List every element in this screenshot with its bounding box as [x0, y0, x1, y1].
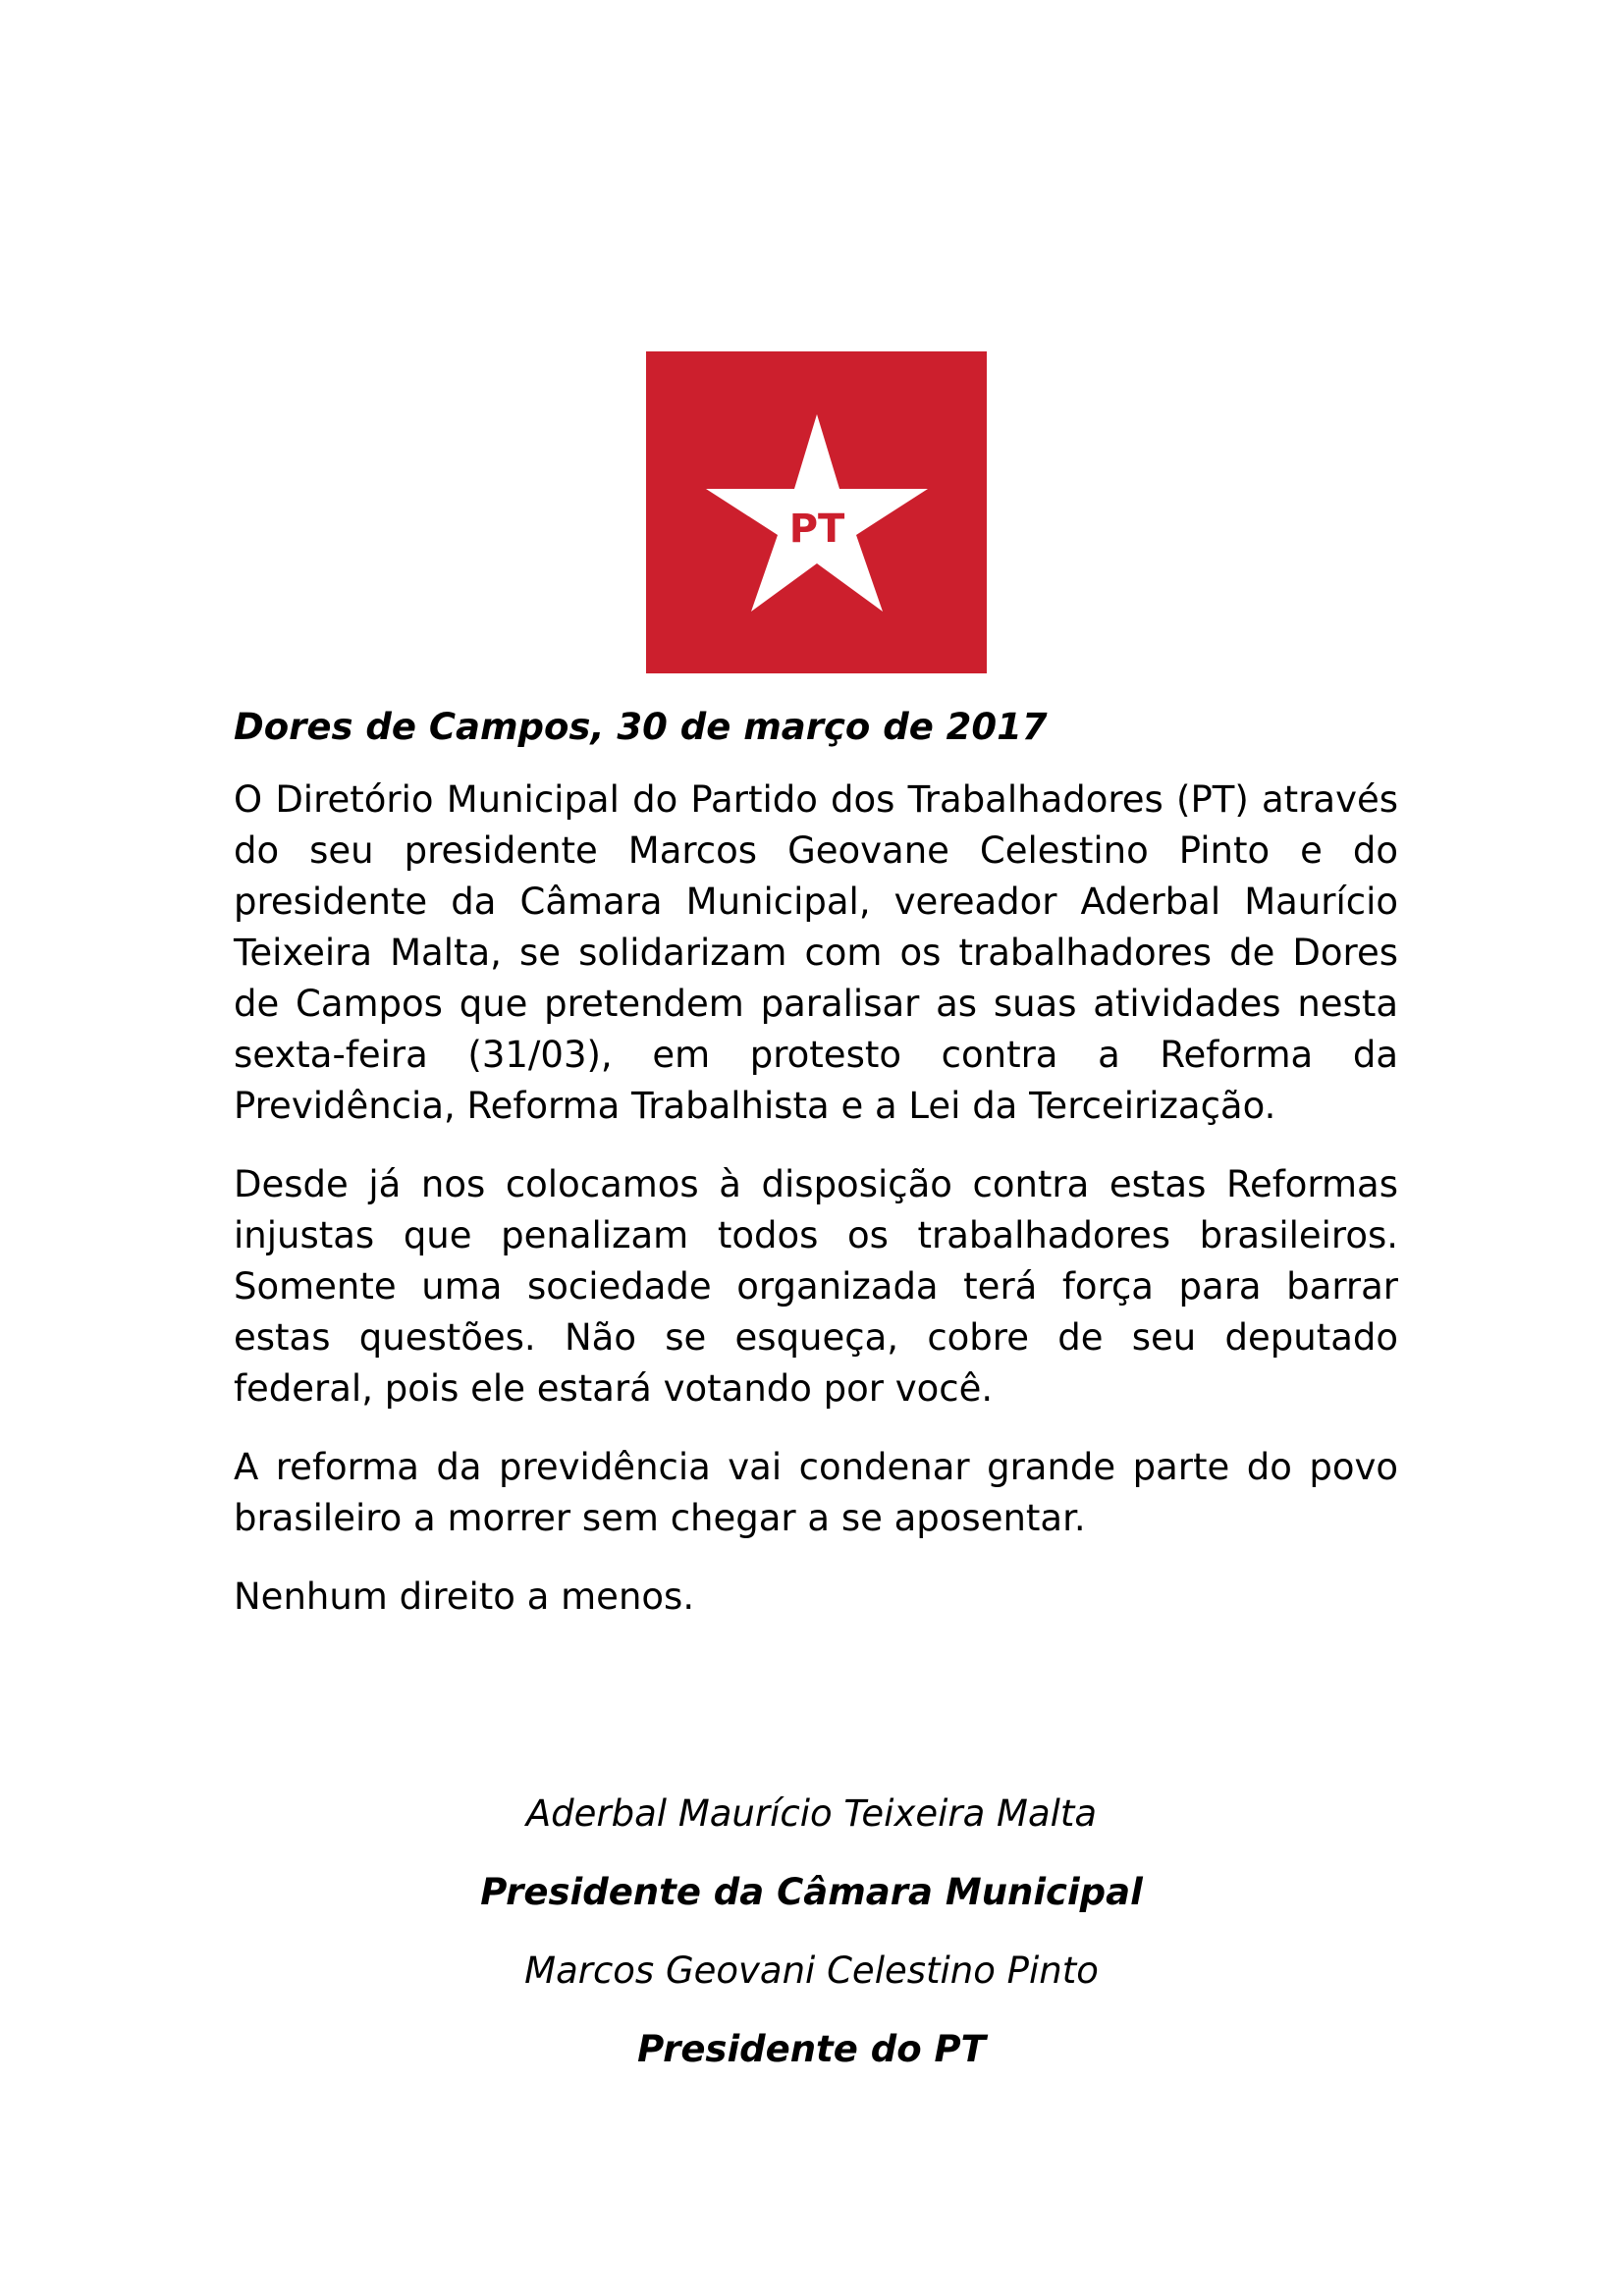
pt-logo — [646, 351, 987, 673]
dateline: Dores de Campos, 30 de março de 2017 — [234, 706, 1048, 748]
paragraph-slogan: Nenhum direito a menos. — [234, 1575, 695, 1618]
signatory-title: Presidente da Câmara Municipal — [480, 1871, 1143, 1913]
pt-star-logo-icon — [646, 351, 987, 673]
signature-block — [0, 1775, 1623, 2089]
paragraph-solidarity: O Diretório Municipal do Partido dos Trabalhadores (PT) através do seu presidente Marcos Geovane Celestino Pinto e do presidente da Câmara Municipal, vereador Aderbal Maurício Teixeira Malta, se solidarizam com os trabalhadores de Dores de Campos que pretendem paralisar as suas atividades nesta sexta-feira (31/03), em protesto contra a Reforma da Previdência, Reforma Trabalhista e a Lei da Terceirização. — [234, 778, 1398, 1127]
paragraph-opposition: Desde já nos colocamos à disposição contra estas Reformas injustas que penalizam todos os trabalhadores brasileiros. Somente uma sociedade organizada terá força para barrar estas questões. Não se esqueça, cobre de seu deputado federal, pois ele estará votando por você. — [234, 1163, 1398, 1410]
paragraph-reform: A reforma da previdência vai condenar grande parte do povo brasileiro a morrer sem chegar a se aposentar. — [234, 1446, 1398, 1539]
logo-text: PT — [788, 507, 845, 552]
signatory-title: Presidente do PT — [637, 2028, 986, 2070]
letter-body — [234, 697, 1398, 1623]
signatory-name: Marcos Geovani Celestino Pinto — [524, 1949, 1099, 1992]
signatory-name: Aderbal Maurício Teixeira Malta — [525, 1792, 1098, 1835]
